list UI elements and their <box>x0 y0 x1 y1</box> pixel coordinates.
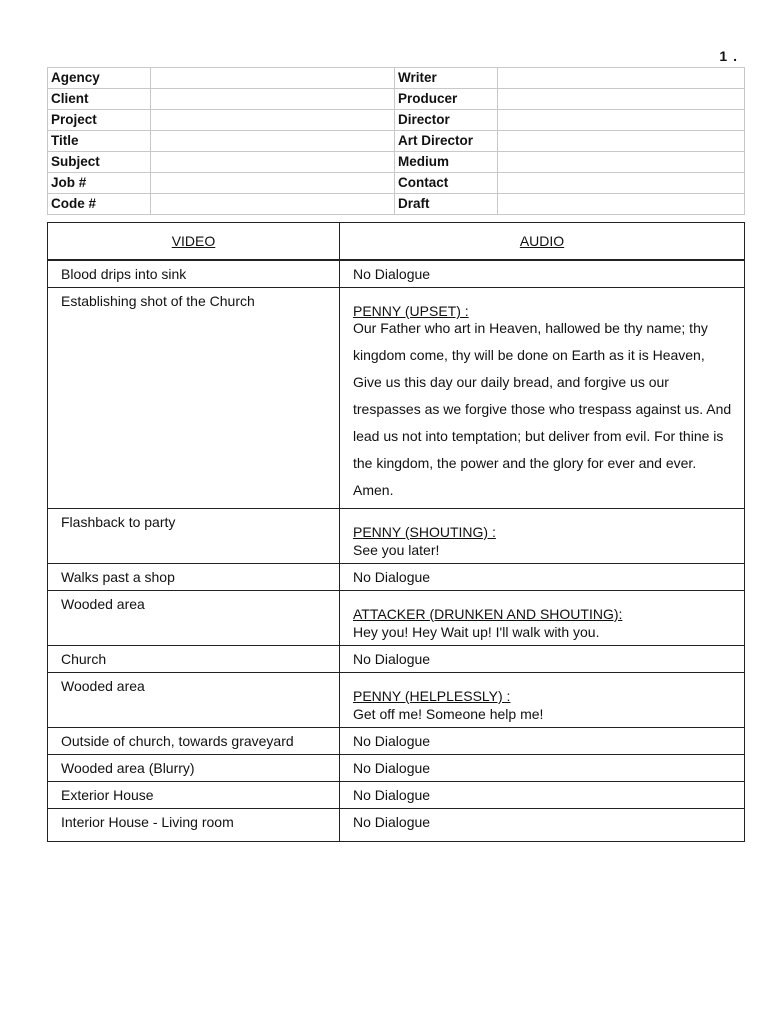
audio-cell <box>340 509 745 564</box>
field-label: Producer <box>395 89 498 110</box>
field-label: Project <box>48 110 151 131</box>
script-row <box>48 591 745 646</box>
script-row <box>48 509 745 564</box>
script-row <box>48 809 745 842</box>
dialogue-text: See you later! <box>353 542 440 558</box>
field-label: Draft <box>395 194 498 215</box>
dialogue-text: Hey you! Hey Wait up! I'll walk with you. <box>353 624 600 640</box>
medium-field[interactable] <box>498 152 745 173</box>
header-row <box>48 194 745 215</box>
producer-field[interactable] <box>498 89 745 110</box>
dialogue-text: Get off me! Someone help me! <box>353 706 544 722</box>
video-cell: Wooded area <box>48 591 340 646</box>
audio-cell: No Dialogue <box>340 260 745 288</box>
audio-column-heading: AUDIO <box>340 223 745 261</box>
field-label: Client <box>48 89 151 110</box>
page-number: 1 . <box>719 48 738 64</box>
field-label: Medium <box>395 152 498 173</box>
speaker-name: ATTACKER (DRUNKEN AND SHOUTING): <box>353 606 623 622</box>
field-label: Title <box>48 131 151 152</box>
script-header-row <box>48 223 745 261</box>
audio-cell <box>340 673 745 728</box>
speaker-name: PENNY (UPSET) : <box>353 303 469 319</box>
project-field[interactable] <box>151 110 395 131</box>
field-label: Job # <box>48 173 151 194</box>
field-label: Writer <box>395 68 498 89</box>
art-director-field[interactable] <box>498 131 745 152</box>
video-cell: Exterior House <box>48 782 340 809</box>
audio-cell: No Dialogue <box>340 782 745 809</box>
script-row <box>48 646 745 673</box>
video-cell: Church <box>48 646 340 673</box>
script-table <box>47 222 745 842</box>
script-row <box>48 728 745 755</box>
script-row <box>48 564 745 591</box>
header-row <box>48 152 745 173</box>
header-row <box>48 110 745 131</box>
video-cell: Walks past a shop <box>48 564 340 591</box>
header-row <box>48 131 745 152</box>
header-row <box>48 89 745 110</box>
dialogue-text: Our Father who art in Heaven, hallowed be thy name; thy kingdom come, thy will be done on Earth as it is Heaven, Give us this day our daily bread, and forgive us our trespasses as we forgive those who trespass against us. And lead us not into temptation; but deliver from evil. For thine is the kingdom, the power and the glory for ever and ever. Amen. <box>353 320 732 498</box>
audio-cell: No Dialogue <box>340 564 745 591</box>
speaker-name: PENNY (SHOUTING) : <box>353 524 496 540</box>
writer-field[interactable] <box>498 68 745 89</box>
job-number-field[interactable] <box>151 173 395 194</box>
code-number-field[interactable] <box>151 194 395 215</box>
contact-field[interactable] <box>498 173 745 194</box>
agency-field[interactable] <box>151 68 395 89</box>
script-row <box>48 288 745 509</box>
video-cell: Blood drips into sink <box>48 260 340 288</box>
production-info-table <box>47 67 745 215</box>
video-column-heading: VIDEO <box>48 223 340 261</box>
header-row <box>48 68 745 89</box>
audio-cell: No Dialogue <box>340 755 745 782</box>
audio-cell <box>340 288 745 509</box>
video-cell: Outside of church, towards graveyard <box>48 728 340 755</box>
video-cell: Wooded area (Blurry) <box>48 755 340 782</box>
title-field[interactable] <box>151 131 395 152</box>
script-row <box>48 755 745 782</box>
video-cell: Interior House - Living room <box>48 809 340 842</box>
video-cell: Flashback to party <box>48 509 340 564</box>
header-row <box>48 173 745 194</box>
script-row <box>48 782 745 809</box>
field-label: Subject <box>48 152 151 173</box>
director-field[interactable] <box>498 110 745 131</box>
field-label: Agency <box>48 68 151 89</box>
audio-cell: No Dialogue <box>340 728 745 755</box>
subject-field[interactable] <box>151 152 395 173</box>
field-label: Code # <box>48 194 151 215</box>
script-row <box>48 673 745 728</box>
script-row <box>48 260 745 288</box>
video-cell: Establishing shot of the Church <box>48 288 340 509</box>
audio-cell <box>340 591 745 646</box>
field-label: Contact <box>395 173 498 194</box>
video-cell: Wooded area <box>48 673 340 728</box>
field-label: Art Director <box>395 131 498 152</box>
field-label: Director <box>395 110 498 131</box>
audio-cell: No Dialogue <box>340 809 745 842</box>
client-field[interactable] <box>151 89 395 110</box>
speaker-name: PENNY (HELPLESSLY) : <box>353 688 511 704</box>
audio-cell: No Dialogue <box>340 646 745 673</box>
draft-field[interactable] <box>498 194 745 215</box>
